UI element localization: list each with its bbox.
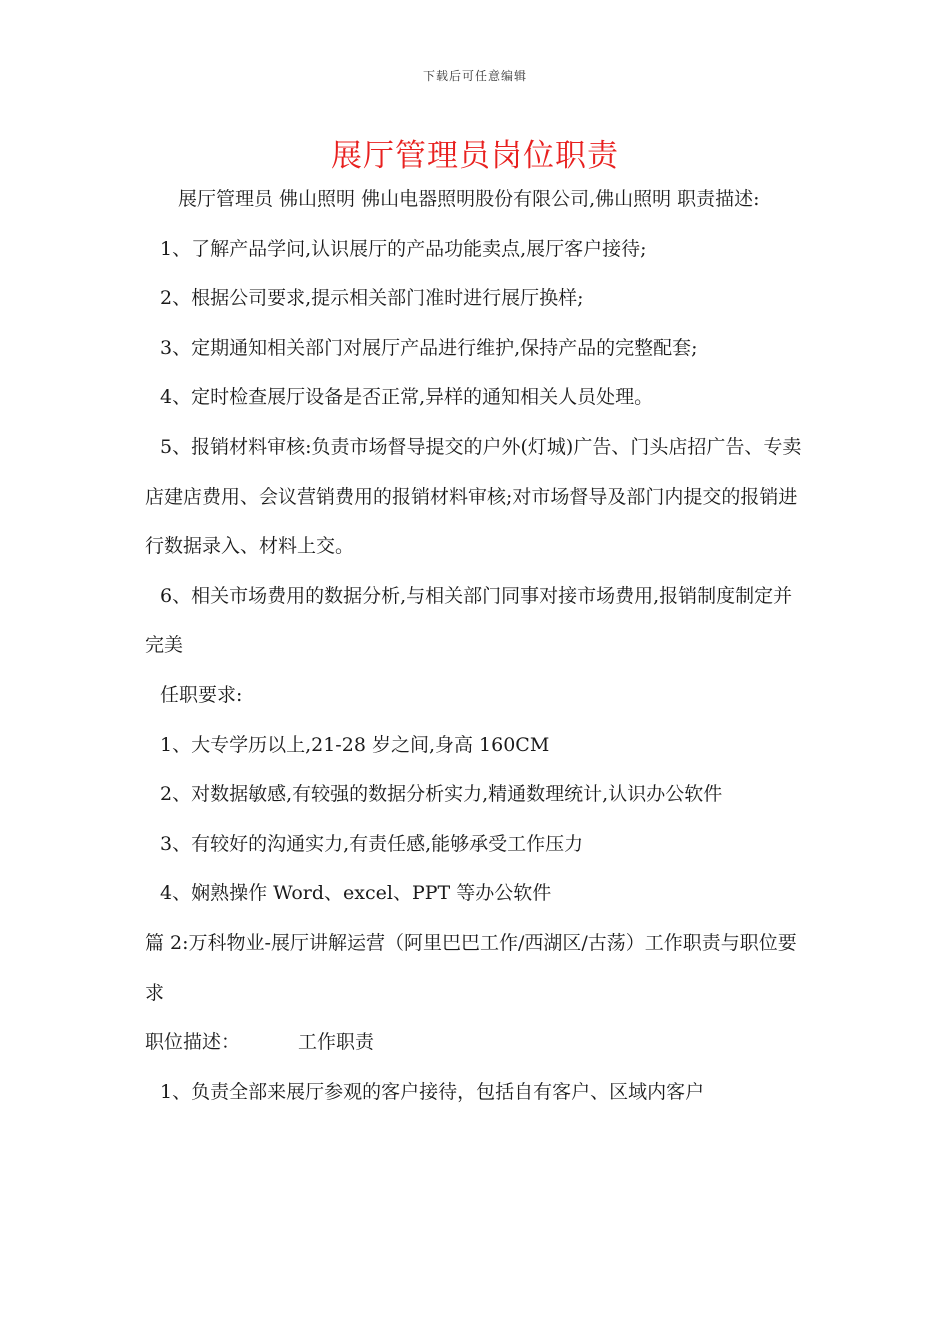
duty-item: 3、定期通知相关部门对展厅产品进行维护,保持产品的完整配套; (160, 336, 698, 359)
section2-desc-label: 职位描述： (145, 1031, 241, 1054)
requirement-item: 2、对数据敏感,有较强的数据分析实力,精通数理统计,认识办公软件 (160, 783, 723, 806)
requirement-item: 1、大专学历以上,21-28 岁之间,身高 160CM (160, 733, 550, 756)
duty-item: 5、报销材料审核:负责市场督导提交的户外(灯城)广告、门头店招广告、专卖店建店费用、会议营销费用的报销材料审核;对市场督导及部门内提交的报销进行数据录入、材料上交。 (145, 435, 802, 558)
duty-item: 4、定时检查展厅设备是否正常,异样的通知相关人员处理。 (160, 386, 654, 409)
duty-item: 6、相关市场费用的数据分析,与相关部门同事对接市场费用,报销制度制定并完美 (145, 584, 793, 657)
page-title: 展厅管理员岗位职责 (331, 138, 619, 174)
section2-desc-value: 工作职责 (298, 1031, 375, 1054)
intro-paragraph: 展厅管理员 佛山照明 佛山电器照明股份有限公司,佛山照明 职责描述: (178, 188, 760, 210)
document-body (145, 175, 810, 1117)
duty-item: 1、了解产品学问,认识展厅的产品功能卖点,展厅客户接待; (160, 237, 647, 260)
section2-description (145, 1018, 810, 1068)
section2-item: 1、负责全部来展厅参观的客户接待，包括自有客户、区域内客户 (160, 1080, 705, 1103)
requirements-heading: 任职要求: (160, 683, 243, 706)
requirement-item: 3、有较好的沟通实力,有责任感,能够承受工作压力 (160, 832, 584, 855)
requirement-item: 4、娴熟操作 Word、excel、PPT 等办公软件 (160, 882, 552, 905)
duty-item: 2、根据公司要求,提示相关部门准时进行展厅换样; (160, 287, 584, 310)
section2-title: 篇 2:万科物业-展厅讲解运营（阿里巴巴工作/西湖区/古荡）工作职责与职位要求 (145, 931, 797, 1004)
header-note: 下载后可任意编辑 (422, 69, 527, 83)
